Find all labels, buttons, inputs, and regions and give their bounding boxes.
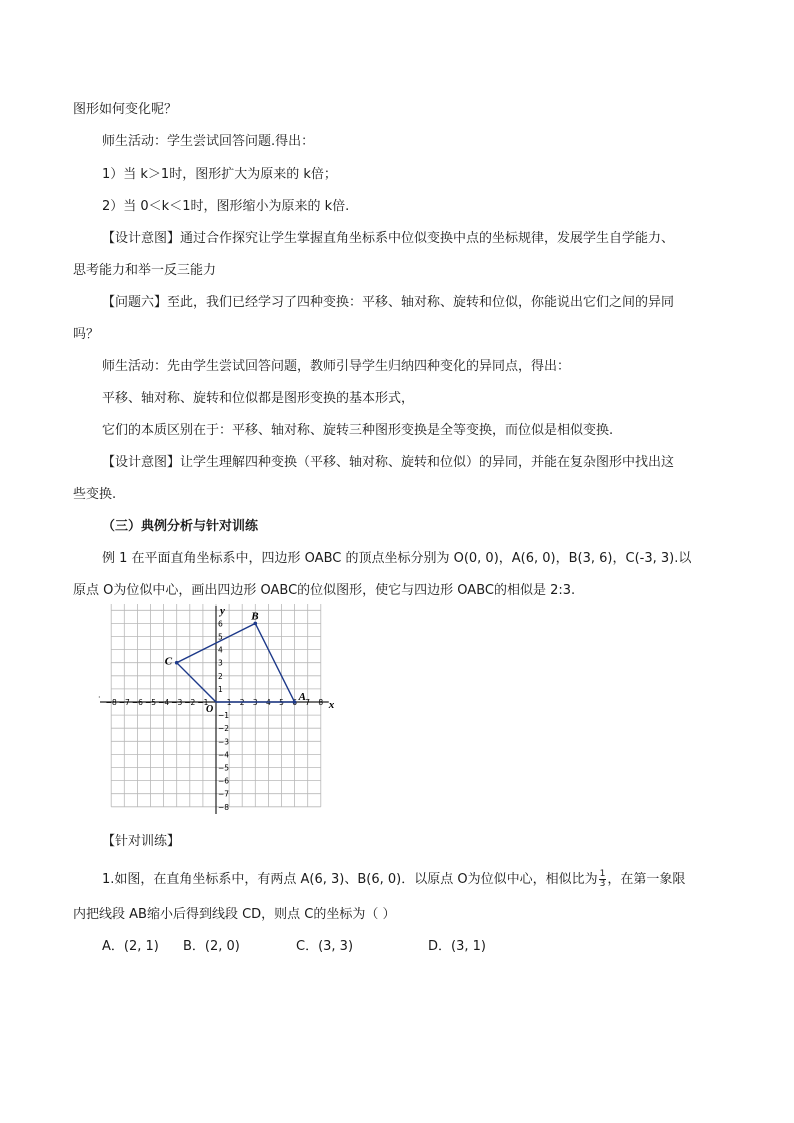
text-line: 师生活动：学生尝试回答问题.得出： [102, 134, 315, 149]
axis-arrow-marker: · [98, 693, 101, 702]
y-tick-label: −7 [218, 789, 230, 799]
vertex-point-a [293, 700, 297, 704]
section-heading: （三）典例分析与针对训练 [102, 519, 259, 534]
vertex-point-c [175, 661, 179, 665]
y-tick-label: −2 [218, 724, 230, 734]
x-tick-label: 8 [318, 698, 324, 707]
text-line: 吗？ [73, 327, 100, 342]
text-line: 【设计意图】让学生理解四种变换（平移、轴对称、旋转和位似）的异同，并能在复杂图形中找出这 [102, 455, 675, 470]
text-line: 内把线段 AB缩小后得到线段 CD，则点 C的坐标为（ ） [73, 907, 396, 922]
x-tick-label: −7 [118, 698, 130, 707]
y-tick-label: 4 [218, 645, 223, 655]
text-line: 例 1 在平面直角坐标系中，四边形 OABC 的顶点坐标分别为 O(0, 0)，A(6, 0)，B(3, 6)，C(-3, 3).以 [102, 551, 692, 566]
option-c: C．(3, 3) [296, 939, 354, 954]
text-line: 些变换. [73, 487, 117, 502]
y-tick-label: −8 [218, 802, 230, 812]
text-line: ，在第一象限 [607, 872, 686, 887]
text-line: 师生活动：先由学生尝试回答问题，教师引导学生归纳四种变化的异同点，得出： [102, 359, 571, 374]
point-label-a: A [298, 691, 306, 703]
text-line: 它们的本质区别在于：平移、轴对称、旋转三种图形变换是全等变换，而位似是相似变换. [102, 423, 614, 438]
y-tick-label: −1 [218, 711, 230, 721]
y-tick-label: −3 [218, 737, 230, 747]
fraction-numerator: 1 [599, 869, 606, 879]
x-tick-label: 3 [252, 698, 258, 707]
fraction-denominator: 3 [599, 879, 606, 889]
y-tick-label: −6 [218, 776, 230, 786]
x-tick-label: −4 [158, 698, 170, 707]
section-heading: 【针对训练】 [102, 834, 181, 849]
text-line: 2）当 0＜k＜1时，图形缩小为原来的 k倍. [102, 199, 350, 214]
option-d: D．(3, 1) [428, 939, 486, 954]
x-tick-label: 5 [279, 698, 284, 707]
x-tick-label: −2 [184, 698, 196, 707]
y-tick-label: 1 [218, 684, 223, 694]
fraction [599, 870, 607, 889]
y-tick-label: 3 [218, 658, 223, 668]
y-tick-label: 5 [218, 632, 223, 642]
text-line: 1）当 k＞1时，图形扩大为原来的 k倍； [102, 167, 337, 182]
x-tick-label: −1 [197, 698, 209, 707]
x-tick-label: 4 [266, 698, 271, 707]
option-b: B．(2, 0) [183, 939, 240, 954]
x-tick-label: −5 [144, 698, 157, 707]
coordinate-graph [98, 604, 334, 814]
point-label-b: B [251, 610, 259, 623]
y-tick-label: −4 [218, 750, 230, 760]
tick-labels [106, 619, 324, 811]
point-label-c: C [164, 655, 173, 668]
y-tick-label: 6 [218, 619, 223, 629]
question-line [102, 870, 685, 889]
text-line: 原点 O为位似中心，画出四边形 OABC的位似图形，使它与四边形 OABC的相似是 2:3. [73, 583, 576, 598]
text-line: 平移、轴对称、旋转和位似都是图形变换的基本形式， [102, 391, 415, 406]
x-tick-label: 1 [226, 698, 232, 707]
x-axis-label: x [328, 699, 334, 711]
origin-label: O [206, 704, 214, 715]
text-line: 思考能力和举一反三能力 [73, 263, 217, 278]
x-tick-label: −3 [171, 698, 183, 707]
text-line: 1.如图，在直角坐标系中，有两点 A(6, 3)、B(6, 0)．以原点 O为位似中心，相似比为 [102, 872, 598, 887]
option-a: A．(2, 1) [102, 939, 159, 954]
x-tick-label: 7 [305, 698, 311, 707]
x-tick-label: −8 [105, 698, 117, 707]
text-line: 【问题六】至此，我们已经学习了四种变换：平移、轴对称、旋转和位似，你能说出它们之间的异同 [102, 295, 675, 310]
x-tick-label: 2 [239, 698, 245, 707]
y-tick-label: 2 [218, 671, 223, 681]
text-line: 图形如何变化呢？ [73, 102, 178, 117]
y-tick-label: −5 [218, 763, 230, 773]
text-line: 【设计意图】通过合作探究让学生掌握直角坐标系中位似变换中点的坐标规律，发展学生自学能力、 [102, 231, 675, 246]
y-axis-label: y [220, 605, 225, 617]
x-tick-label: −6 [131, 698, 143, 707]
